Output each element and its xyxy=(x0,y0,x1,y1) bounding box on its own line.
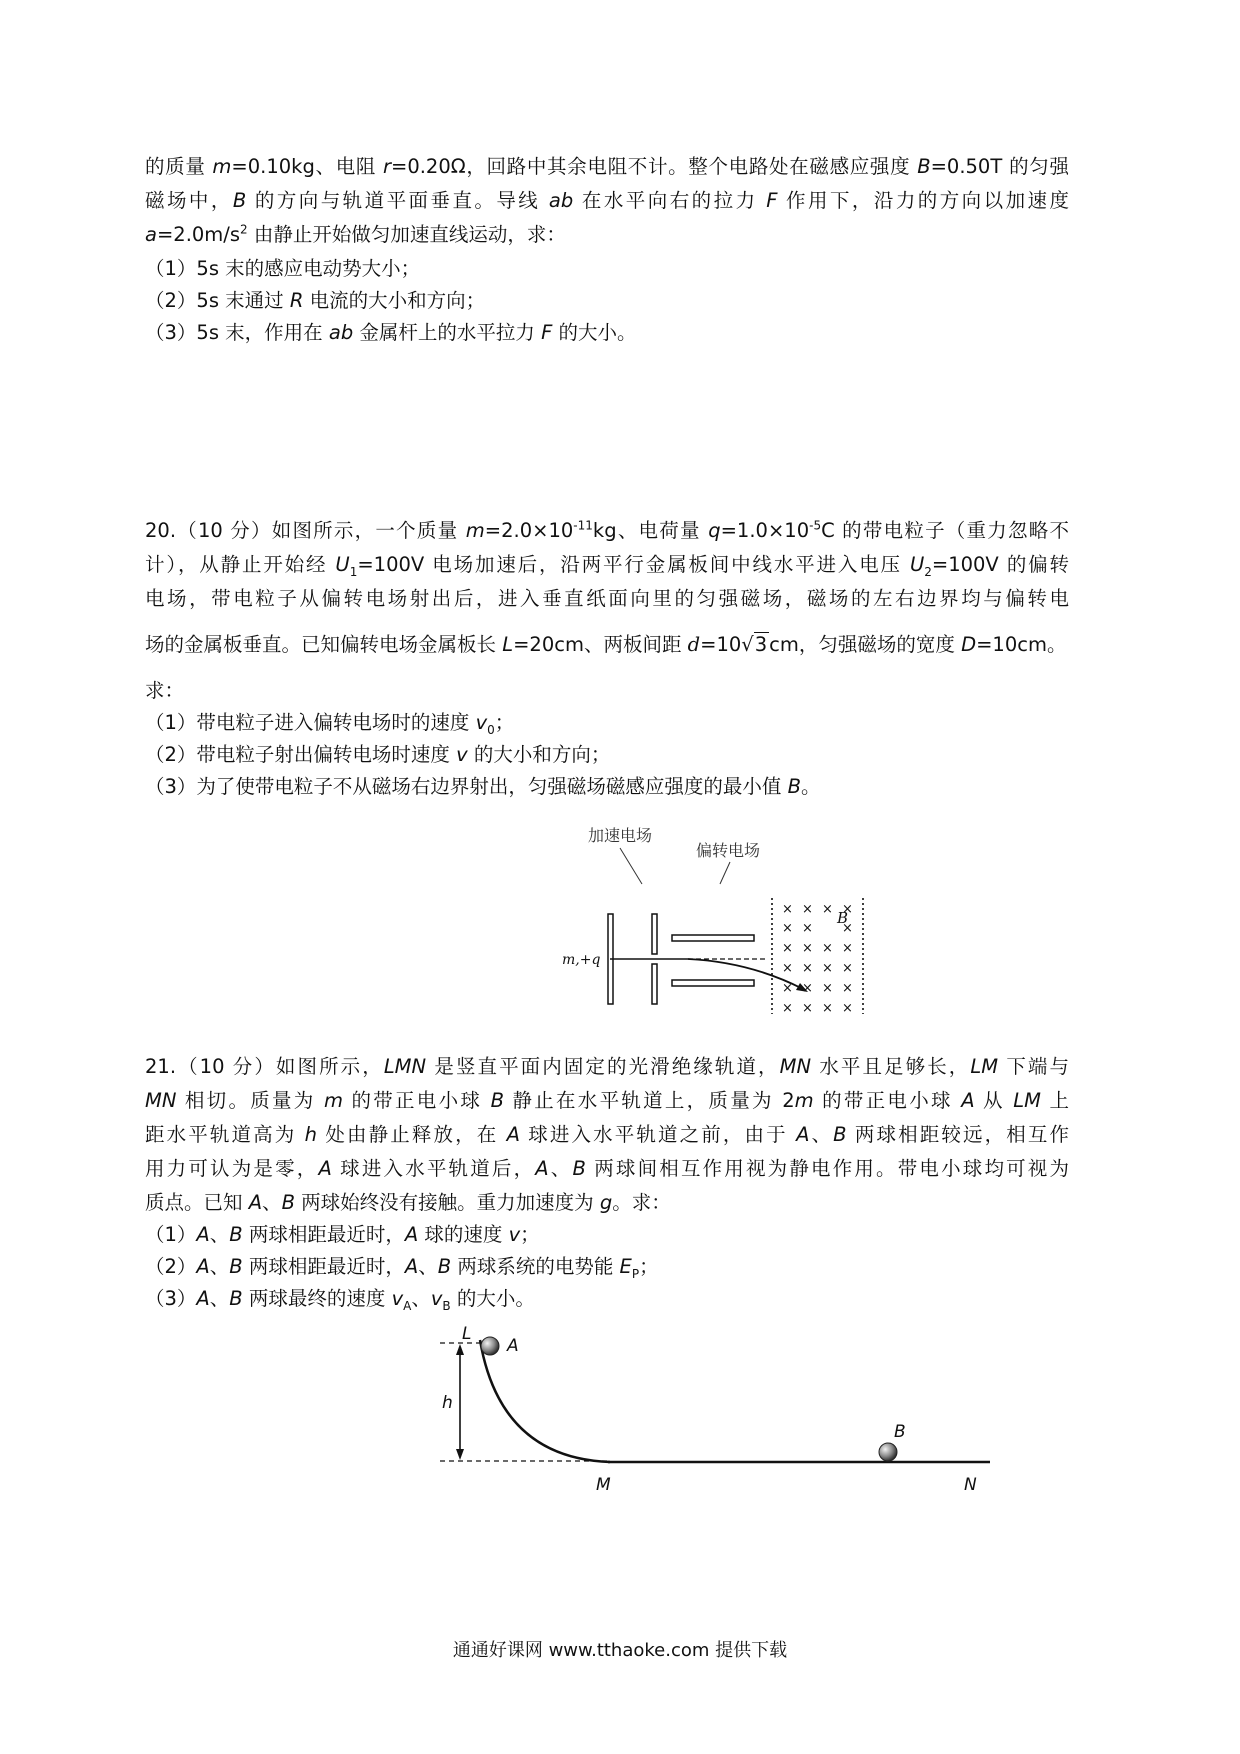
sqrt-symbol: √3 xyxy=(741,633,768,656)
label-B-field: B xyxy=(837,909,849,927)
deflect-plate-top xyxy=(672,935,754,941)
q20-item-3: （3）为了使带电粒子不从磁场右边界射出，匀强磁场磁感应强度的最小值 B。 xyxy=(145,775,821,798)
q20-line-2: 计），从静止开始经 $U_1=100V$ 电场加速后，沿两平行金属板间中线水平进入电压 $U_2=100V$ 的偏转 xyxy=(145,553,1070,579)
svg-text:×: × xyxy=(842,921,853,936)
svg-text:×: × xyxy=(802,902,813,917)
svg-text:×: × xyxy=(782,902,793,917)
svg-text:×: × xyxy=(802,941,813,956)
q20-item-2: （2）带电粒子射出偏转电场时速度 v 的大小和方向； xyxy=(145,743,611,766)
page-footer: 通通好课网 www.tthaoke.com 提供下载 xyxy=(452,1640,788,1661)
svg-text:×: × xyxy=(782,961,793,976)
svg-text:×: × xyxy=(822,961,833,976)
label-A: A xyxy=(507,1336,519,1356)
svg-text:×: × xyxy=(802,961,813,976)
label-B: B xyxy=(894,1422,906,1442)
accel-plate-right-bottom xyxy=(652,964,657,1004)
q19-line-2: 磁场中，B 的方向与轨道平面垂直。导线 ab 在水平向右的拉力 F 作用下，沿力的方向以加速度 xyxy=(145,189,1069,212)
accel-label-pointer xyxy=(620,848,642,884)
q21-item-3: （3）A、B 两球最终的速度 $v_A$、$v_B$ 的大小。 xyxy=(145,1287,535,1313)
svg-text:×: × xyxy=(842,1001,853,1014)
ball-B xyxy=(879,1443,897,1461)
q21-item-1: （1）A、B 两球相距最近时，A 球的速度 v； xyxy=(145,1223,540,1246)
svg-text:×: × xyxy=(782,981,793,996)
accel-plate-right-top xyxy=(652,914,657,954)
ball-A xyxy=(481,1337,499,1355)
label-deflect-field: 偏转电场 xyxy=(696,841,761,860)
q21-line-1: 21.（10 分）如图所示，LMN 是竖直平面内固定的光滑绝缘轨道，MN 水平且足够长，LM 下端与 xyxy=(145,1055,1070,1078)
q21-line-2: MN 相切。质量为 m 的带正电小球 B 静止在水平轨道上，质量为 2m 的带正电小球 A 从 LM 上 xyxy=(145,1089,1069,1112)
q20-figure xyxy=(560,822,880,1014)
svg-text:×: × xyxy=(842,902,853,917)
q20-line-5: 求： xyxy=(145,679,185,702)
svg-text:×: × xyxy=(822,981,833,996)
q20-line-4: 场的金属板垂直。已知偏转电场金属板长 L=20cm、两板间距 d=10√3 cm，匀强磁场的宽度 D=10cm。 xyxy=(145,630,1066,660)
q19-item-2: （2）5s 末通过 R 电流的大小和方向； xyxy=(145,289,486,312)
height-arrow-top xyxy=(456,1344,464,1355)
svg-text:×: × xyxy=(822,902,833,917)
q19-line-1: 的质量 m=0.10kg、电阻 r=0.20Ω，回路中其余电阻不计。整个电路处在磁感应强度 B=0.50T 的匀强 xyxy=(145,155,1069,178)
q21-figure xyxy=(430,1318,1000,1498)
svg-text:×: × xyxy=(802,921,813,936)
label-N: N xyxy=(964,1475,977,1495)
svg-text:×: × xyxy=(802,1001,813,1014)
curved-track-LM xyxy=(480,1340,610,1462)
svg-text:×: × xyxy=(802,981,813,996)
q19-item-3: （3）5s 末，作用在 ab 金属杆上的水平拉力 F 的大小。 xyxy=(145,321,637,344)
q21-item-2: （2）A、B 两球相距最近时，A、B 两球系统的电势能 $E_P$； xyxy=(145,1255,659,1281)
q21-line-3: 距水平轨道高为 h 处由静止释放，在 A 球进入水平轨道之前，由于 A、B 两球相距较远，相互作 xyxy=(145,1123,1069,1146)
deflect-plate-bottom xyxy=(672,980,754,986)
q20-item-1: （1）带电粒子进入偏转电场时的速度 $v_0$； xyxy=(145,711,515,737)
svg-text:×: × xyxy=(842,961,853,976)
q19-line-3: $a=2.0m/s^2$ 由静止开始做匀加速直线运动，求： xyxy=(145,222,566,246)
label-L: L xyxy=(462,1324,472,1344)
svg-text:×: × xyxy=(782,1001,793,1014)
label-accel-field: 加速电场 xyxy=(588,826,653,845)
svg-text:×: × xyxy=(782,941,793,956)
height-arrow-bottom xyxy=(456,1449,464,1460)
q19-item-1: （1）5s 末的感应电动势大小； xyxy=(145,257,421,280)
svg-text:×: × xyxy=(842,981,853,996)
q21-line-4: 用力可认为是零，A 球进入水平轨道后，A、B 两球间相互作用视为静电作用。带电小球均可视为 xyxy=(145,1157,1069,1180)
svg-text:×: × xyxy=(782,921,793,936)
label-M: M xyxy=(596,1475,611,1495)
label-h: h xyxy=(442,1393,453,1413)
svg-text:×: × xyxy=(822,1001,833,1014)
svg-text:×: × xyxy=(822,941,833,956)
q20-line-1: 20.（10 分）如图所示，一个质量 $m=2.0\times 10^{-11}kg$、电荷量 $q=1.0\times 10^{-5}C$ 的带电粒子（重力忽略不 xyxy=(145,518,1069,542)
deflect-label-pointer xyxy=(720,862,730,884)
q20-line-3: 电场，带电粒子从偏转电场射出后，进入垂直纸面向里的匀强磁场，磁场的左右边界均与偏转电 xyxy=(145,587,1069,610)
svg-text:×: × xyxy=(842,941,853,956)
label-particle: m,+q xyxy=(562,952,601,968)
q21-line-5: 质点。已知 A、B 两球始终没有接触。重力加速度为 g。求： xyxy=(145,1191,671,1214)
